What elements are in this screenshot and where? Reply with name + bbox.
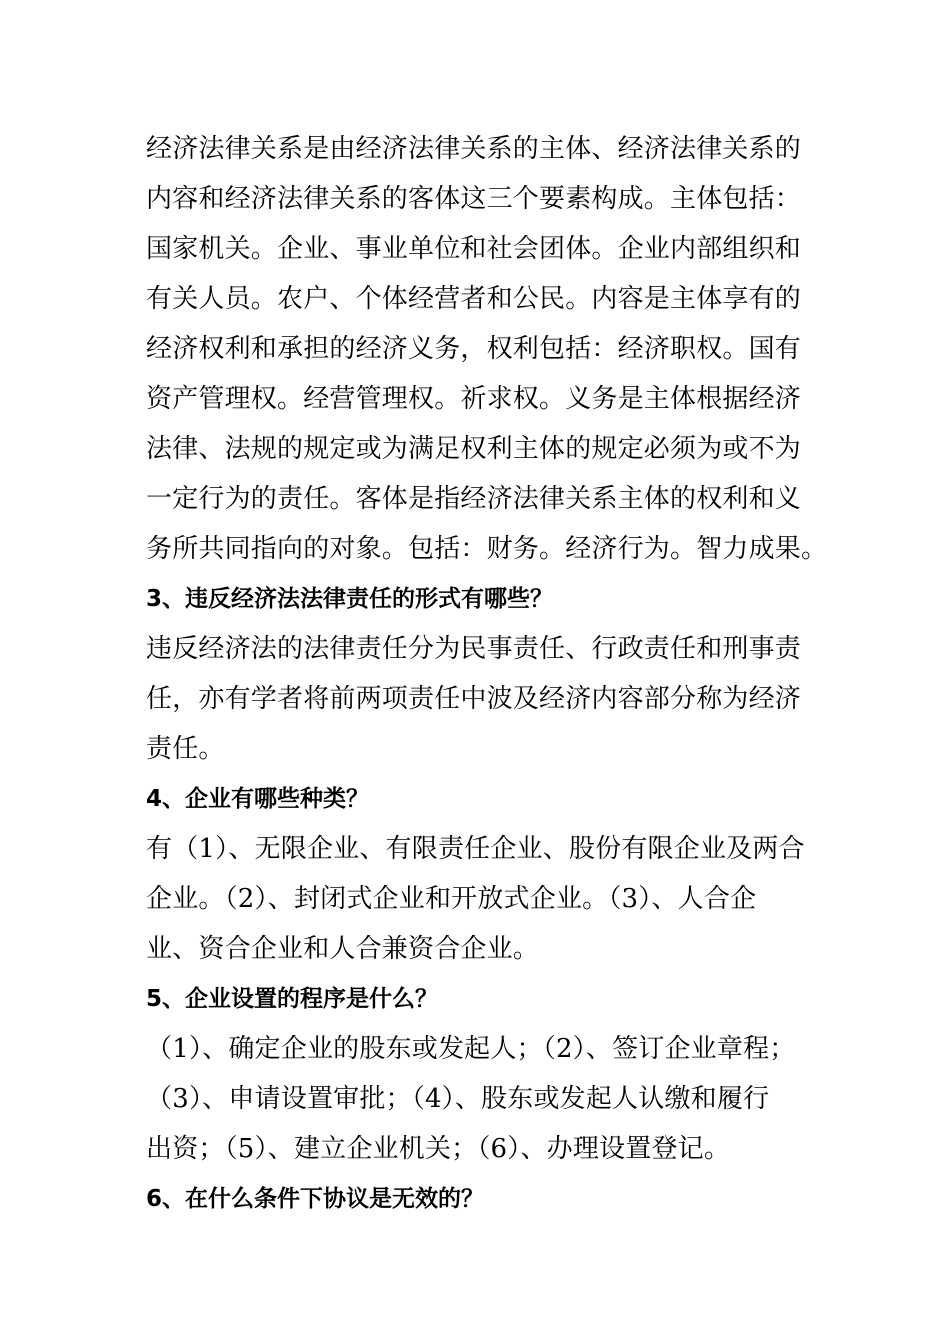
question-heading-6: 6、在什么条件下协议是无效的？	[146, 1186, 485, 1212]
paragraph-line: （3）、申请设置审批；（4）、股东或发起人认缴和履行	[146, 1084, 770, 1114]
paragraph-line: 出资；（5）、建立企业机关；（6）、办理设置登记。	[146, 1134, 731, 1164]
paragraph-line: 企业。（2）、封闭式企业和开放式企业。（3）、人合企	[146, 884, 757, 914]
document-body	[146, 124, 836, 1224]
paragraph-line: 责任。	[146, 734, 225, 764]
paragraph-line: 内容和经济法律关系的客体这三个要素构成。主体包括：	[146, 184, 802, 214]
paragraph-line: 法律、法规的规定或为满足权利主体的规定必须为或不为	[146, 434, 802, 464]
paragraph-line: 资产管理权。经营管理权。祈求权。义务是主体根据经济	[146, 384, 802, 414]
paragraph-line: 一定行为的责任。客体是指经济法律关系主体的权利和义	[146, 484, 802, 514]
question-heading-5: 5、企业设置的程序是什么？	[146, 986, 439, 1012]
question-heading-4: 4、企业有哪些种类？	[146, 786, 370, 812]
paragraph-line: 经济法律关系是由经济法律关系的主体、经济法律关系的	[146, 134, 802, 164]
paragraph-line: 经济权利和承担的经济义务，权利包括：经济职权。国有	[146, 334, 802, 364]
paragraph-line: 有关人员。农户、个体经营者和公民。内容是主体享有的	[146, 284, 802, 314]
paragraph-line: 任，亦有学者将前两项责任中波及经济内容部分称为经济	[146, 684, 802, 714]
paragraph-line: 有（1）、无限企业、有限责任企业、股份有限企业及两合	[146, 834, 805, 864]
paragraph-line: （1）、确定企业的股东或发起人；（2）、签订企业章程；	[146, 1034, 796, 1064]
paragraph-line: 业、资合企业和人合兼资合企业。	[146, 934, 540, 964]
question-heading-3: 3、违反经济法法律责任的形式有哪些？	[146, 586, 554, 612]
paragraph-line: 国家机关。企业、事业单位和社会团体。企业内部组织和	[146, 234, 802, 264]
paragraph-line: 违反经济法的法律责任分为民事责任、行政责任和刑事责	[146, 634, 802, 664]
paragraph-line: 务所共同指向的对象。包括：财务。经济行为。智力成果。	[146, 534, 828, 564]
